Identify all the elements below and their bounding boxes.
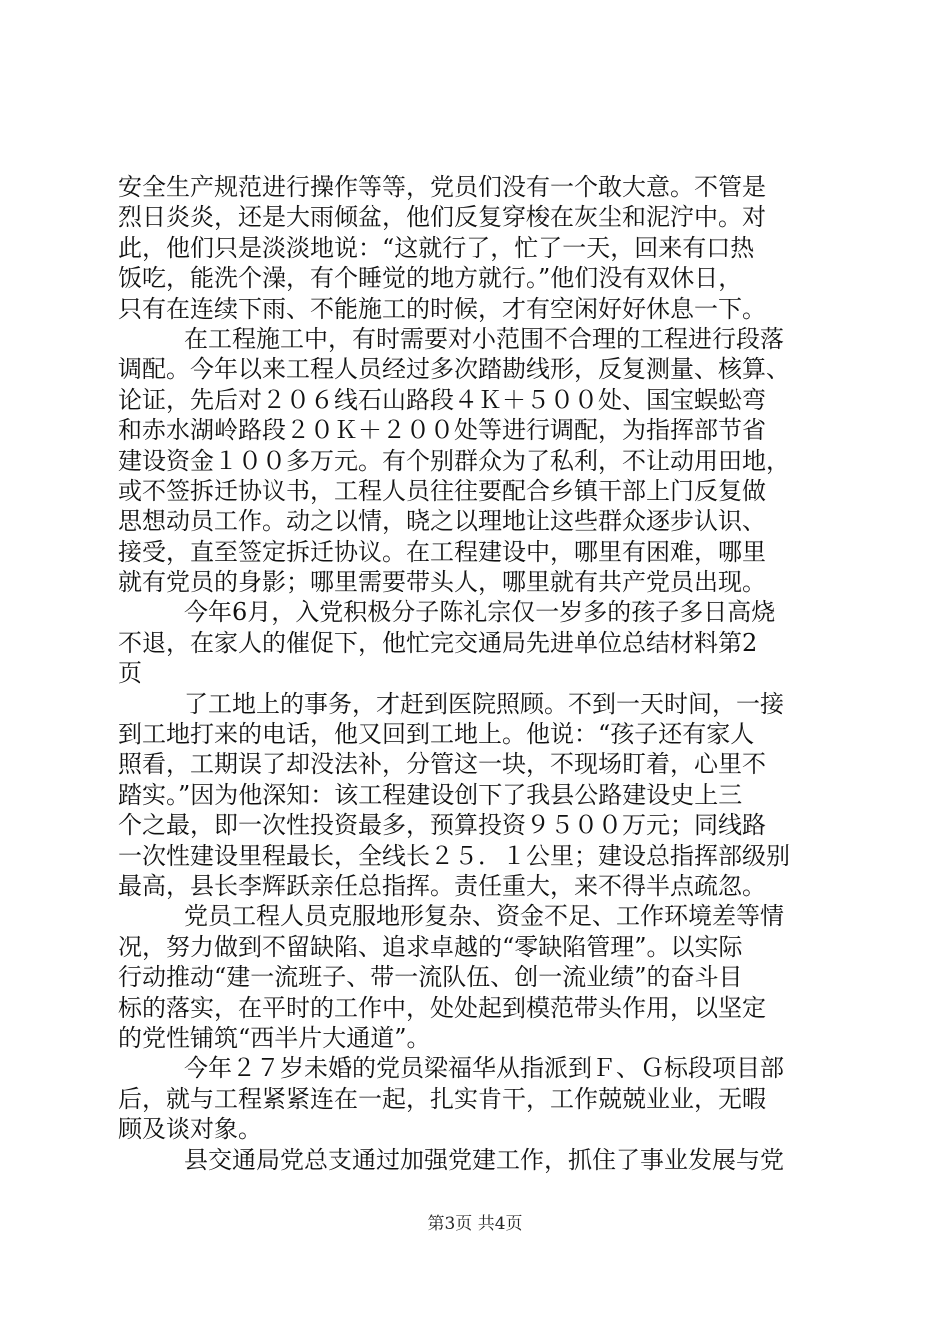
text-line: 饭吃，能洗个澡，有个睡觉的地方就行。”他们没有双休日， — [118, 264, 743, 293]
text-line: 照看，工期误了却没法补，分管这一块，不现场盯着，心里不 — [118, 750, 766, 779]
text-line: 只有在连续下雨、不能施工的时候，才有空闲好好休息一下。 — [118, 294, 766, 323]
text-line: 后，就与工程紧紧连在一起，扎实肯干，工作兢兢业业，无暇 — [118, 1084, 766, 1113]
text-line: 建设资金１００多万元。有个别群众为了私利，不让动用田地， — [118, 446, 790, 475]
page-footer: 第3页 共4页 — [427, 1214, 523, 1234]
text-line: 调配。今年以来工程人员经过多次踏勘线形，反复测量、核算、 — [118, 355, 790, 384]
text-line: 个之最，即一次性投资最多，预算投资９５００万元；同线路 — [118, 811, 766, 840]
text-line: 最高，县长李辉跃亲任总指挥。责任重大，来不得半点疏忽。 — [118, 871, 766, 900]
text-line: 了工地上的事务，才赶到医院照顾。不到一天时间，一接 — [184, 689, 784, 718]
text-line: 就有党员的身影；哪里需要带头人，哪里就有共产党员出现。 — [118, 568, 766, 597]
text-line: 标的落实，在平时的工作中，处处起到模范带头作用，以坚定 — [118, 993, 766, 1022]
text-line: 页 — [118, 659, 142, 688]
text-line: 不退，在家人的催促下，他忙完交通局先进单位总结材料第2 — [118, 628, 758, 657]
text-line: 党员工程人员克服地形复杂、资金不足、工作环境差等情 — [184, 902, 784, 931]
document-body — [118, 172, 838, 1175]
text-line: 安全生产规范进行操作等等，党员们没有一个敢大意。不管是 — [118, 173, 766, 201]
text-line: 县交通局党总支通过加强党建工作，抓住了事业发展与党 — [184, 1145, 784, 1174]
text-line: 在工程施工中，有时需要对小范围不合理的工程进行段落 — [184, 324, 784, 353]
text-line: 此，他们只是淡淡地说：“这就行了，忙了一天，回来有口热 — [118, 233, 755, 262]
text-line: 况，努力做到不留缺陷、追求卓越的“零缺陷管理”。以实际 — [118, 932, 743, 961]
text-line: 顾及谈对象。 — [118, 1115, 262, 1144]
text-line: 论证，先后对２０６线石山路段４Ｋ＋５００处、国宝蜈蚣弯 — [118, 385, 766, 414]
text-line: 一次性建设里程最长，全线长２５．１公里；建设总指挥部级别 — [118, 841, 790, 870]
text-line: 今年6月，入党积极分子陈礼宗仅一岁多的孩子多日高烧 — [184, 598, 776, 627]
text-line: 踏实。”因为他深知：该工程建设创下了我县公路建设史上三 — [118, 780, 743, 809]
text-line: 接受，直至签定拆迁协议。在工程建设中，哪里有困难，哪里 — [118, 537, 766, 566]
text-line: 行动推动“建一流班子、带一流队伍、创一流业绩”的奋斗目 — [118, 963, 743, 992]
text-line: 或不签拆迁协议书，工程人员往往要配合乡镇干部上门反复做 — [118, 476, 766, 505]
text-line: 和赤水湖岭路段２０Ｋ＋２００处等进行调配，为指挥部节省 — [118, 416, 766, 445]
text-line: 到工地打来的电话，他又回到工地上。他说：“孩子还有家人 — [118, 720, 755, 749]
text-line: 烈日炎炎，还是大雨倾盆，他们反复穿梭在灰尘和泥泞中。对 — [118, 203, 766, 232]
text-line: 思想动员工作。动之以情，晓之以理地让这些群众逐步认识、 — [118, 507, 766, 536]
text-line: 的党性铺筑“西半片大通道”。 — [118, 1023, 431, 1052]
text-line: 今年２７岁未婚的党员梁福华从指派到Ｆ、Ｇ标段项目部 — [184, 1054, 784, 1083]
